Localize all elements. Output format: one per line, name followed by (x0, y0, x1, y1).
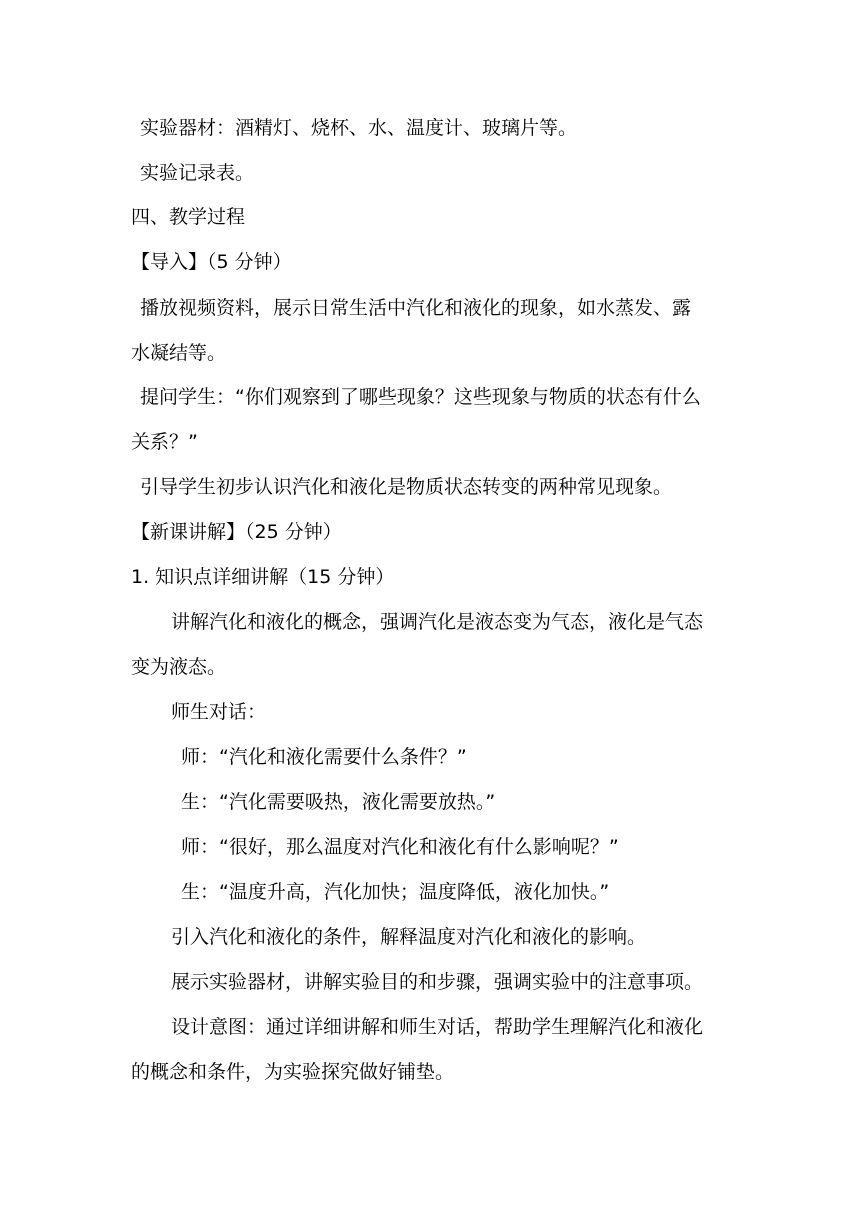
intro-heading: 【导入】（5 分钟） (131, 251, 292, 273)
record-table-line: 实验记录表。 (140, 162, 255, 184)
dialogue-student-1: 生：“汽化需要吸热，液化需要放热。” (181, 791, 496, 813)
conditions-paragraph: 引入汽化和液化的条件，解释温度对汽化和液化的影响。 (171, 926, 647, 948)
dialogue-teacher-1: 师：“汽化和液化需要什么条件？” (181, 746, 467, 768)
equipment-paragraph: 展示实验器材，讲解实验目的和步骤，强调实验中的注意事项。 (171, 971, 704, 993)
design-intent-line-2: 的概念和条件，为实验探究做好铺垫。 (131, 1061, 455, 1083)
dialogue-teacher-2: 师：“很好，那么温度对汽化和液化有什么影响呢？” (181, 836, 619, 858)
question-paragraph-line-2: 关系？” (131, 431, 198, 453)
intro-paragraph-line-1: 播放视频资料，展示日常生活中汽化和液化的现象，如水蒸发、露 (140, 297, 692, 319)
concept-paragraph-line-1: 讲解汽化和液化的概念，强调汽化是液态变为气态，液化是气态 (171, 611, 704, 633)
intro-paragraph-line-2: 水凝结等。 (131, 342, 227, 364)
dialogue-label: 师生对话： (171, 701, 267, 723)
question-paragraph-line-1: 提问学生：“你们观察到了哪些现象？这些现象与物质的状态有什么 (140, 386, 701, 408)
guide-paragraph: 引导学生初步认识汽化和液化是物质状态转变的两种常见现象。 (140, 476, 673, 498)
design-intent-line-1: 设计意图：通过详细讲解和师生对话，帮助学生理解汽化和液化 (171, 1016, 704, 1038)
concept-paragraph-line-2: 变为液态。 (131, 656, 227, 678)
knowledge-point-heading: 1. 知识点详细讲解（15 分钟） (131, 566, 395, 588)
new-lesson-heading: 【新课讲解】（25 分钟） (131, 521, 342, 543)
materials-line: 实验器材：酒精灯、烧杯、水、温度计、玻璃片等。 (140, 117, 578, 139)
dialogue-student-2: 生：“温度升高，汽化加快；温度降低，液化加快。” (181, 881, 610, 903)
section-heading-teaching-process: 四、教学过程 (131, 206, 246, 228)
